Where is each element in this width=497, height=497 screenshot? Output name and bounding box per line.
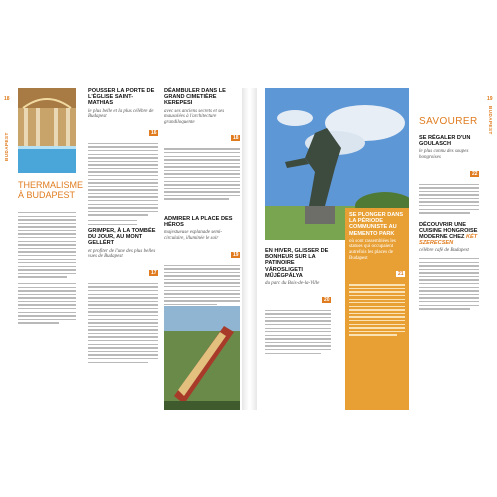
col3 bbox=[164, 88, 240, 410]
col2 bbox=[88, 88, 158, 410]
right-col1-body bbox=[265, 310, 331, 354]
sub-heros: majestueuse esplanade semi-circulaire, illuminée le soir bbox=[164, 230, 223, 241]
badge-21: 21 bbox=[397, 271, 404, 278]
badge-16: 16 bbox=[150, 129, 157, 136]
col3-body1 bbox=[164, 148, 240, 199]
heading-gellert: GRIMPER, À LA TOMBÉE DU JOUR, AU MONT GELLÉRT bbox=[88, 228, 156, 247]
right-col3-body1 bbox=[419, 184, 479, 214]
badge-18: 18 bbox=[232, 135, 239, 142]
sub-cuisine: célèbre café de Budapest bbox=[419, 248, 469, 254]
restaurant-name: KÉT SZERECSEN bbox=[419, 234, 478, 247]
sub-patinoire: du parc du Bois-de-la-Ville bbox=[265, 281, 320, 287]
heading-goulasch: SE RÉGALER D'UN GOULASCH bbox=[419, 135, 471, 148]
sub-kerepesi: avec ses anciens secrets et ses mausolées à l'architecture grandiloquente bbox=[164, 108, 225, 125]
badge-17: 17 bbox=[150, 269, 157, 276]
right-side-label: BUDAPEST bbox=[488, 106, 493, 135]
right-side-tab bbox=[487, 96, 495, 166]
sub-memento: où sont rassemblées les statues qui occupaient autrefois les places de Budapest bbox=[349, 238, 396, 261]
heading-cuisine-text: DÉCOUVRIR UNE CUISINE HONGROISE MODERNE CHEZ bbox=[419, 221, 478, 241]
title-line1: THERMALISME bbox=[18, 180, 84, 190]
right-col3 bbox=[419, 88, 479, 410]
memento-callout bbox=[345, 208, 409, 410]
sub-gellert: et profiter de l'une des plus belles vues de Budapest bbox=[88, 248, 156, 260]
sub-goulasch: le plus connu des soupes hongroises bbox=[419, 149, 469, 160]
gellert-block bbox=[88, 228, 158, 365]
left-page-number: 18 bbox=[4, 96, 10, 102]
col3-body2 bbox=[164, 265, 240, 306]
right-col3-body2 bbox=[419, 258, 479, 309]
heading-patinoire: EN HIVER, GLISSER DE BONHEUR SUR LA PATINOIRE VÁROSLIGETI MŰJÉGPÁLYA bbox=[265, 248, 329, 279]
book-gutter bbox=[242, 88, 257, 410]
title-savourer: SAVOURER bbox=[419, 116, 478, 127]
badge-20: 20 bbox=[323, 296, 330, 303]
col1-title bbox=[18, 180, 84, 200]
thermal-bath-photo bbox=[18, 88, 76, 173]
title-line2: À BUDAPEST bbox=[18, 190, 76, 200]
heading-cuisine bbox=[419, 222, 479, 247]
callout-body bbox=[349, 284, 405, 335]
heading-kerepesi: DÉAMBULER DANS LE GRAND CIMETIÈRE KEREPESI bbox=[164, 88, 226, 107]
left-side-label: BUDAPEST bbox=[4, 132, 9, 161]
heading-memento: SE PLONGER DANS LA PÉRIODE COMMUNISTE AU MEMENTO PARK bbox=[349, 212, 404, 237]
right-page-number: 19 bbox=[487, 96, 493, 102]
sub-saint-mathias: le plus belle et la plus célèbre de Budapest bbox=[88, 108, 154, 120]
col1-body bbox=[18, 212, 76, 326]
right-col1 bbox=[265, 248, 331, 356]
col2-body2 bbox=[88, 283, 158, 363]
right-page bbox=[257, 88, 493, 410]
heading-saint-mathias: POUSSER LA PORTE DE L'ÉGLISE SAINT-MATHIAS bbox=[88, 88, 155, 107]
col2-body1 bbox=[88, 143, 158, 225]
badge-19: 19 bbox=[232, 251, 239, 258]
left-side-tab bbox=[4, 96, 12, 166]
left-page bbox=[4, 88, 242, 410]
funicular-photo bbox=[164, 306, 240, 410]
badge-22: 22 bbox=[471, 170, 478, 177]
heros-block bbox=[164, 216, 240, 308]
heading-heros: ADMIRER LA PLACE DES HÉROS bbox=[164, 216, 233, 229]
col1 bbox=[18, 88, 84, 410]
